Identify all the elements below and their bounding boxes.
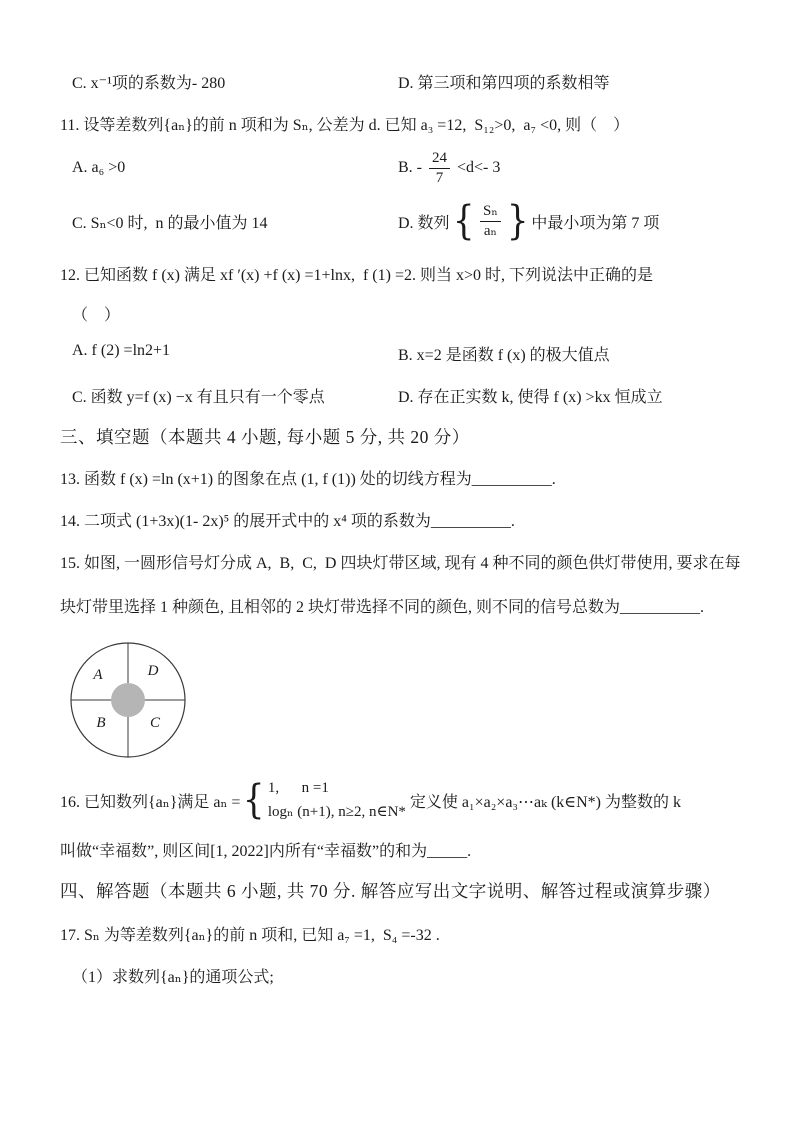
text-run: C. x⁻¹项的系数为- 280	[72, 75, 226, 92]
fraction-denominator: 7	[435, 169, 444, 186]
text-run: A. f (2) =ln2+1	[72, 342, 171, 359]
text-segment	[60, 508, 515, 531]
text-run: 16. 已知数列{aₙ}满足 aₙ =	[60, 793, 241, 811]
fraction-numerator: Sₙ	[480, 202, 501, 222]
text-segment	[60, 466, 556, 489]
case-row: logₙ (n+1), n≥2, n∈N*	[267, 804, 406, 820]
text-segment	[398, 342, 610, 365]
region-label-a: A	[93, 667, 103, 683]
text-run: 定义使 a₁×a₂×a₃⋯aₖ (k∈N*) 为整数的 k	[405, 793, 682, 811]
fraction	[429, 149, 450, 188]
text-segment	[60, 112, 629, 135]
text-run: A. a₆ >0	[72, 159, 126, 176]
big-brace: }	[506, 198, 529, 244]
text-run: 17. Sₙ 为等差数列{aₙ}的前 n 项和, 已知 a₇ =1, S₄ =-32 .	[60, 927, 440, 944]
text-segment	[72, 302, 120, 325]
text-segment	[60, 878, 721, 903]
text-run: D. 存在正实数 k, 使得 f (x) >kx 恒成立	[398, 389, 663, 406]
text-segment	[72, 145, 125, 191]
fraction-numerator: 24	[429, 149, 450, 169]
text-segment	[60, 594, 704, 617]
text-run: 块灯带里选择 1 种颜色, 且相邻的 2 块灯带选择不同的颜色, 则不同的信号总数为__________.	[60, 599, 705, 616]
text-run: 叫做“幸福数”, 则区间[1, 2022]内所有“幸福数”的和为_____.	[60, 843, 472, 860]
text-segment	[60, 262, 653, 285]
text-run: 12. 已知函数 f (x) 满足 xf ′(x) +f (x) =1+lnx, f (1) =2. 则当 x>0 时, 下列说法中正确的是	[60, 267, 654, 284]
text-run: D. 第三项和第四项的系数相等	[398, 75, 610, 92]
text-run: 14. 二项式 (1+3x)(1- 2x)⁵ 的展开式中的 x⁴ 项的系数为__________.	[60, 513, 515, 530]
text-run: B. x=2 是函数 f (x) 的极大值点	[398, 347, 610, 364]
text-run: （ ）	[72, 307, 121, 324]
text-segment	[60, 772, 681, 828]
text-run: D. 数列	[398, 214, 450, 232]
text-segment	[398, 145, 500, 191]
text-segment	[398, 198, 659, 244]
fraction-denominator: aₙ	[483, 222, 498, 239]
text-run: B. -	[398, 159, 426, 176]
text-segment	[60, 838, 471, 861]
text-run: C. 函数 y=f (x) −x 有且只有一个零点	[72, 389, 325, 406]
text-run: 三、填空题（本题共 4 小题, 每小题 5 分, 共 20 分）	[60, 427, 470, 447]
text-run: <d<- 3	[453, 159, 501, 176]
text-run: （1）求数列{aₙ}的通项公式;	[72, 969, 274, 986]
text-segment	[72, 70, 225, 93]
text-run: 四、解答题（本题共 6 小题, 共 70 分. 解答应写出文字说明、解答过程或演算步骤）	[60, 881, 721, 901]
fraction	[480, 202, 501, 241]
center-hub	[111, 683, 145, 717]
piecewise-cases	[268, 776, 406, 824]
text-run: 中最小项为第 7 项	[531, 214, 660, 232]
text-segment	[398, 384, 663, 407]
region-label-c: C	[149, 715, 161, 731]
circle-diagram-svg	[66, 638, 190, 762]
region-label-b: B	[96, 715, 106, 731]
text-run: C. Sₙ<0 时, n 的最小值为 14	[72, 214, 268, 232]
text-segment	[72, 198, 268, 244]
big-brace: {	[243, 777, 265, 823]
text-run: 15. 如图, 一圆形信号灯分成 A, B, C, D 四块灯带区域, 现有 4 种不同的颜色供灯带使用, 要求在每	[60, 555, 741, 572]
signal-light-diagram	[66, 638, 190, 767]
text-segment	[72, 964, 274, 987]
text-segment	[72, 342, 170, 360]
text-segment	[72, 384, 325, 407]
big-brace: {	[452, 198, 475, 244]
region-label-d: D	[147, 663, 159, 679]
case-row: 1, n =1	[267, 780, 329, 796]
text-segment	[60, 922, 440, 945]
text-segment	[60, 550, 740, 573]
text-run: 13. 函数 f (x) =ln (x+1) 的图象在点 (1, f (1)) 处的切线方程为__________.	[60, 471, 556, 488]
text-run: 11. 设等差数列{aₙ}的前 n 项和为 Sₙ, 公差为 d. 已知 a₃ =12, S₁₂>0, a₇ <0, 则（ ）	[60, 117, 630, 134]
text-segment	[60, 424, 470, 449]
text-segment	[398, 70, 610, 93]
